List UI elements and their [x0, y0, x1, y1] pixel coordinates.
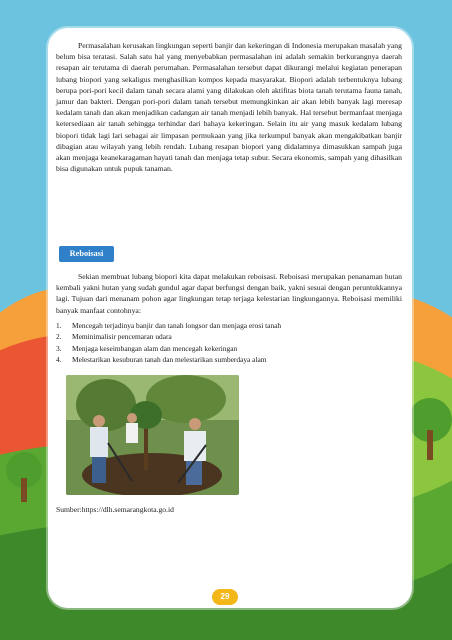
content-page	[48, 28, 412, 608]
list-item: 4. Melestarikan kesuburan tanah dan melestarikan sumberdaya alam	[56, 354, 267, 364]
reboisasi-paragraph: Sekian membuat lubang biopori kita dapat melakukan reboisasi. Reboisasi merupakan penanaman hutan kembali yakni hutan yang sudah gundul agar dapat berfungsi dengan baik, yakni sesuai dengan peruntukkannya lagi. Tujuan dari menanam pohon agar lingkungan tetap terjaga kelestarian lingkungannya. Reboisasi memiliki banyak manfaat contohnya:	[56, 272, 402, 315]
page-number-badge: 29	[212, 589, 238, 605]
reforestation-photo	[66, 375, 239, 495]
list-item: 3. Menjaga keseimbangan alam dan mencegah kekeringan	[56, 343, 238, 353]
list-item: 2. Meminimalisir pencemaran udara	[56, 332, 172, 342]
section-title-badge: Reboisasi	[59, 246, 114, 262]
intro-paragraph: Permasalahan kerusakan lingkungan seperti banjir dan kekeringan di Indonesia merupakan masalah yang belum bisa teratasi. Salah satu hal yang menyebabkan permasalahan ini adalah semakin berkurangnya daerah resapan air terutama di daerah perumahan. Permasalahan tersebut dapat dikurangi melalui kegiatan penerapan lubang biopori yang sekaligus menghasilkan kompos kepada masyarakat. Biopori adalah terbentuknya lubang berupa pori-pori kecil dalam tanah secara alami yang dilakukan oleh aktifitas biota tanah terutama fauna tanah, jamur dan bakteri. Dengan pori-pori dalam tanah tersebut memungkinkan air akan lebih banyak lagi meresap kedalam tanah dan akan menjadikan cadangan air tanah menjadi lebih banyak. Hal tersebut bermanfaat menjaga ketersediaan air tanah sehingga terhindar dari bahaya kekeringan. Selain itu air yang masuk kedalam lubang biopori tidak lagi lari sebagai air limpasan permukaan yang jika terkumpul banyak akan mengakibatkan banjir dibagian atau wilayah yang lebih rendah. Lubang resapan biopori yang didalamnya dimasukkan sampah juga akan menjaga keanekaragaman hayati tanah dan menjaga tetap subur. Secara ekonomis, sampah yang dihasilkan bisa digunakan untuk pupuk tanaman.	[56, 41, 402, 174]
image-source-caption: Sumber:https://dlh.semarangkota.go.id	[56, 505, 174, 514]
list-item: 1. Mencegah terjadinya banjir dan tanah longsor dan menjaga erosi tanah	[56, 321, 282, 330]
benefits-list	[56, 320, 396, 365]
